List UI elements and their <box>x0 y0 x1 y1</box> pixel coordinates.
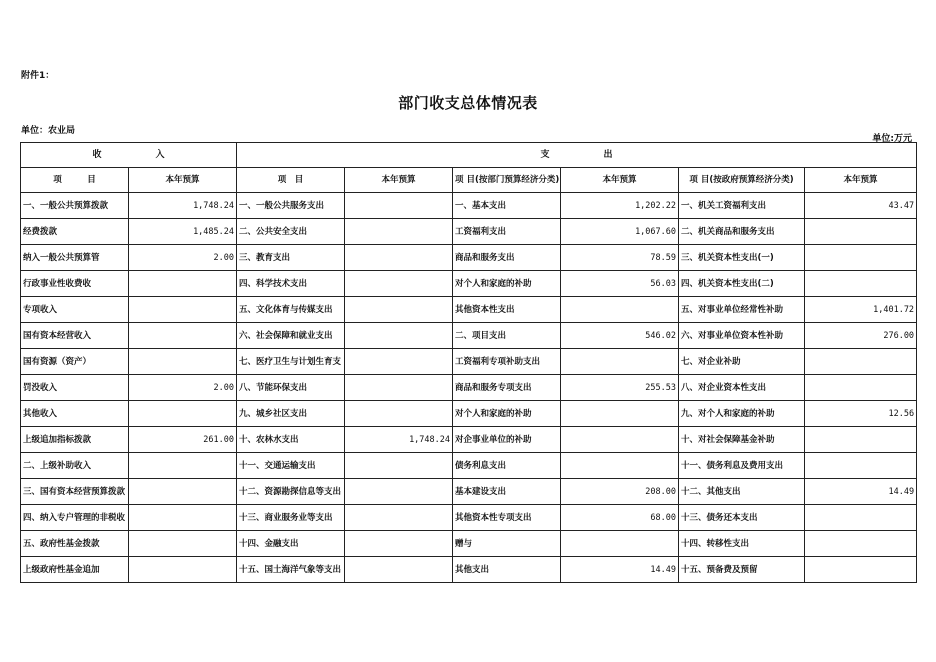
income-budget <box>129 531 237 557</box>
gov-econ-budget <box>805 219 917 245</box>
expense-section-header: 支 出 <box>237 143 917 168</box>
income-item: 二、上级补助收入 <box>21 453 129 479</box>
func-budget <box>345 479 453 505</box>
gov-econ-item: 十二、其他支出 <box>679 479 805 505</box>
gov-econ-budget <box>805 557 917 583</box>
income-budget: 1,748.24 <box>129 193 237 219</box>
func-item: 八、节能环保支出 <box>237 375 345 401</box>
func-budget <box>345 505 453 531</box>
income-item: 五、政府性基金拨款 <box>21 531 129 557</box>
gov-econ-budget: 1,401.72 <box>805 297 917 323</box>
func-item: 十二、资源勘探信息等支出 <box>237 479 345 505</box>
func-budget <box>345 245 453 271</box>
gov-econ-item: 十三、债务还本支出 <box>679 505 805 531</box>
gov-econ-item: 十、对社会保障基金补助 <box>679 427 805 453</box>
gov-econ-item: 一、机关工资福利支出 <box>679 193 805 219</box>
gov-econ-item: 十四、转移性支出 <box>679 531 805 557</box>
dept-econ-budget: 1,067.60 <box>561 219 679 245</box>
gov-econ-budget <box>805 271 917 297</box>
dept-econ-item: 商品和服务支出 <box>453 245 561 271</box>
dept-econ-item: 债务利息支出 <box>453 453 561 479</box>
func-item: 三、教育支出 <box>237 245 345 271</box>
income-item: 其他收入 <box>21 401 129 427</box>
col-header-income-item: 项 目 <box>21 168 129 193</box>
income-item: 国有资本经营收入 <box>21 323 129 349</box>
func-item: 五、文化体育与传媒支出 <box>237 297 345 323</box>
dept-econ-item: 其他资本性专项支出 <box>453 505 561 531</box>
func-budget <box>345 297 453 323</box>
income-budget <box>129 557 237 583</box>
gov-econ-budget: 12.56 <box>805 401 917 427</box>
income-item: 上级政府性基金追加 <box>21 557 129 583</box>
table-row <box>21 219 917 245</box>
table-row <box>21 427 917 453</box>
income-budget <box>129 297 237 323</box>
income-item: 上级追加指标拨款 <box>21 427 129 453</box>
income-budget: 1,485.24 <box>129 219 237 245</box>
dept-econ-item: 其他支出 <box>453 557 561 583</box>
dept-econ-item: 工资福利支出 <box>453 219 561 245</box>
dept-econ-budget: 255.53 <box>561 375 679 401</box>
dept-econ-budget: 78.59 <box>561 245 679 271</box>
func-budget <box>345 375 453 401</box>
income-budget <box>129 271 237 297</box>
dept-econ-item: 商品和服务专项支出 <box>453 375 561 401</box>
income-budget <box>129 479 237 505</box>
dept-econ-budget <box>561 401 679 427</box>
gov-econ-budget <box>805 453 917 479</box>
income-item: 一、一般公共预算拨款 <box>21 193 129 219</box>
func-budget <box>345 349 453 375</box>
dept-econ-budget: 68.00 <box>561 505 679 531</box>
table-row <box>21 323 917 349</box>
dept-econ-item: 对个人和家庭的补助 <box>453 401 561 427</box>
col-header-dept-econ-budget: 本年预算 <box>561 168 679 193</box>
gov-econ-item: 十五、预备费及预留 <box>679 557 805 583</box>
income-budget: 261.00 <box>129 427 237 453</box>
func-item: 十五、国土海洋气象等支出 <box>237 557 345 583</box>
func-budget <box>345 323 453 349</box>
func-budget <box>345 531 453 557</box>
dept-econ-budget: 14.49 <box>561 557 679 583</box>
gov-econ-budget: 43.47 <box>805 193 917 219</box>
income-item: 行政事业性收费收 <box>21 271 129 297</box>
dept-econ-budget: 208.00 <box>561 479 679 505</box>
gov-econ-budget <box>805 245 917 271</box>
table-row <box>21 245 917 271</box>
func-budget <box>345 401 453 427</box>
dept-econ-budget <box>561 453 679 479</box>
gov-econ-budget <box>805 505 917 531</box>
gov-econ-budget: 276.00 <box>805 323 917 349</box>
table-row <box>21 349 917 375</box>
func-budget <box>345 453 453 479</box>
dept-econ-budget <box>561 531 679 557</box>
dept-econ-item: 对企事业单位的补助 <box>453 427 561 453</box>
income-item: 三、国有资本经营预算拨款 <box>21 479 129 505</box>
gov-econ-item: 十一、债务利息及费用支出 <box>679 453 805 479</box>
func-item: 十一、交通运输支出 <box>237 453 345 479</box>
table-row <box>21 401 917 427</box>
gov-econ-budget <box>805 375 917 401</box>
col-header-gov-econ-budget: 本年预算 <box>805 168 917 193</box>
col-header-func-item: 项 目 <box>237 168 345 193</box>
income-budget <box>129 505 237 531</box>
income-item: 四、纳入专户管理的非税收 <box>21 505 129 531</box>
income-item: 经费拨款 <box>21 219 129 245</box>
dept-econ-budget: 56.03 <box>561 271 679 297</box>
table-row <box>21 531 917 557</box>
income-item: 纳入一般公共预算管 <box>21 245 129 271</box>
dept-econ-budget <box>561 349 679 375</box>
dept-econ-item: 工资福利专项补助支出 <box>453 349 561 375</box>
func-budget <box>345 219 453 245</box>
header-row-sections <box>21 143 917 168</box>
gov-econ-item: 六、对事业单位资本性补助 <box>679 323 805 349</box>
gov-econ-budget <box>805 531 917 557</box>
func-item: 十四、金融支出 <box>237 531 345 557</box>
col-header-gov-econ-item: 项 目(按政府预算经济分类) <box>679 168 805 193</box>
gov-econ-item: 五、对事业单位经常性补助 <box>679 297 805 323</box>
func-budget <box>345 193 453 219</box>
gov-econ-budget <box>805 349 917 375</box>
func-item: 一、一般公共服务支出 <box>237 193 345 219</box>
func-budget: 1,748.24 <box>345 427 453 453</box>
gov-econ-item: 二、机关商品和服务支出 <box>679 219 805 245</box>
dept-econ-budget: 1,202.22 <box>561 193 679 219</box>
table-row <box>21 505 917 531</box>
dept-econ-item: 对个人和家庭的补助 <box>453 271 561 297</box>
attachment-label: 附件1： <box>21 71 55 81</box>
func-item: 十、农林水支出 <box>237 427 345 453</box>
table-row <box>21 375 917 401</box>
table-row <box>21 193 917 219</box>
budget-table <box>20 142 917 583</box>
income-budget <box>129 453 237 479</box>
table-row <box>21 557 917 583</box>
dept-econ-item: 基本建设支出 <box>453 479 561 505</box>
table-row <box>21 453 917 479</box>
func-item: 十三、商业服务业等支出 <box>237 505 345 531</box>
income-budget: 2.00 <box>129 375 237 401</box>
income-budget <box>129 401 237 427</box>
dept-econ-item: 一、基本支出 <box>453 193 561 219</box>
func-budget <box>345 271 453 297</box>
gov-econ-item: 三、机关资本性支出(一) <box>679 245 805 271</box>
income-item: 罚没收入 <box>21 375 129 401</box>
table-row <box>21 297 917 323</box>
gov-econ-item: 九、对个人和家庭的补助 <box>679 401 805 427</box>
col-header-income-budget: 本年预算 <box>129 168 237 193</box>
gov-econ-budget: 14.49 <box>805 479 917 505</box>
income-item: 专项收入 <box>21 297 129 323</box>
func-budget <box>345 557 453 583</box>
income-section-header: 收 入 <box>21 143 237 168</box>
table-row <box>21 271 917 297</box>
table-row <box>21 479 917 505</box>
col-header-dept-econ-item: 项 目(按部门预算经济分类) <box>453 168 561 193</box>
dept-econ-item: 二、项目支出 <box>453 323 561 349</box>
unit-currency: 单位:万元 <box>872 134 912 144</box>
dept-econ-budget: 546.02 <box>561 323 679 349</box>
dept-econ-budget <box>561 427 679 453</box>
header-row-columns <box>21 168 917 193</box>
dept-econ-item: 其他资本性支出 <box>453 297 561 323</box>
dept-econ-budget <box>561 297 679 323</box>
gov-econ-item: 八、对企业资本性支出 <box>679 375 805 401</box>
func-item: 七、医疗卫生与计划生育支 <box>237 349 345 375</box>
func-item: 九、城乡社区支出 <box>237 401 345 427</box>
income-budget: 2.00 <box>129 245 237 271</box>
func-item: 六、社会保障和就业支出 <box>237 323 345 349</box>
gov-econ-budget <box>805 427 917 453</box>
gov-econ-item: 四、机关资本性支出(二) <box>679 271 805 297</box>
func-item: 二、公共安全支出 <box>237 219 345 245</box>
income-budget <box>129 349 237 375</box>
func-item: 四、科学技术支出 <box>237 271 345 297</box>
col-header-func-budget: 本年预算 <box>345 168 453 193</box>
income-item: 国有资源（资产） <box>21 349 129 375</box>
income-budget <box>129 323 237 349</box>
gov-econ-item: 七、对企业补助 <box>679 349 805 375</box>
unit-organization: 单位：农业局 <box>21 126 76 136</box>
dept-econ-item: 赠与 <box>453 531 561 557</box>
page-title: 部门收支总体情况表 <box>398 94 538 112</box>
